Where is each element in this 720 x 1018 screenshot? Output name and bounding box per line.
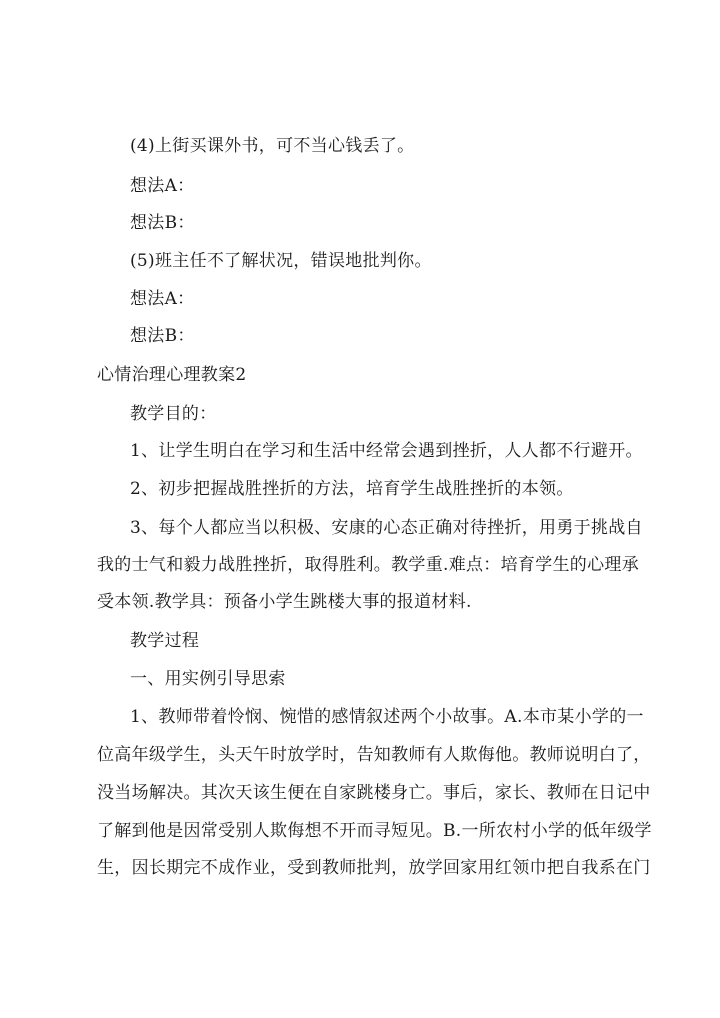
story-paragraph-line-5: 生，因长期完不成作业，受到教师批判，放学回家用红领巾把自我系在门	[97, 858, 651, 878]
story-paragraph-line-3: 没当场解决。其次天该生便在自家跳楼身亡。事后，家长、教师在日记中	[97, 783, 651, 803]
goal-3-line-1: 3、每个人都应当以积极、安康的心态正确对待挫折，用勇于挑战自	[130, 518, 643, 538]
goal-3-line-3: 受本领.教学具：预备小学生跳楼大事的报道材料.	[97, 592, 472, 612]
story-paragraph-line-4: 了解到他是因常受别人欺侮想不开而寻短见。B.一所农村小学的低年级学	[97, 821, 652, 841]
idea-a-label: 想法A：	[130, 176, 195, 196]
story-paragraph-line-1: 1、教师带着怜悯、惋惜的感情叙述两个小故事。A.本市某小学的一	[130, 707, 644, 727]
item-5-question: (5)班主任不了解状况，错误地批判你。	[130, 251, 432, 271]
teaching-process-heading: 教学过程	[130, 631, 200, 651]
idea-a-label: 想法A：	[130, 289, 195, 309]
goal-2: 2、初步把握战胜挫折的方法，培育学生战胜挫折的本领。	[130, 479, 574, 499]
item-4-question: (4)上街买课外书，可不当心钱丢了。	[130, 136, 415, 156]
subsection-1-heading: 一、用实例引导思索	[130, 669, 286, 689]
section-title: 心情治理心理教案2	[97, 365, 247, 385]
goal-1: 1、让学生明白在学习和生活中经常会遇到挫折，人人都不行避开。	[130, 441, 643, 461]
idea-b-label: 想法B：	[130, 326, 195, 346]
goal-3-line-2: 我的士气和毅力战胜挫折，取得胜利。教学重.难点：培育学生的心理承	[97, 555, 640, 575]
story-paragraph-line-2: 位高年级学生，头天午时放学时，告知教师有人欺侮他。教师说明白了，	[97, 745, 651, 765]
teaching-goal-heading: 教学目的：	[130, 404, 217, 424]
idea-b-label: 想法B：	[130, 213, 195, 233]
